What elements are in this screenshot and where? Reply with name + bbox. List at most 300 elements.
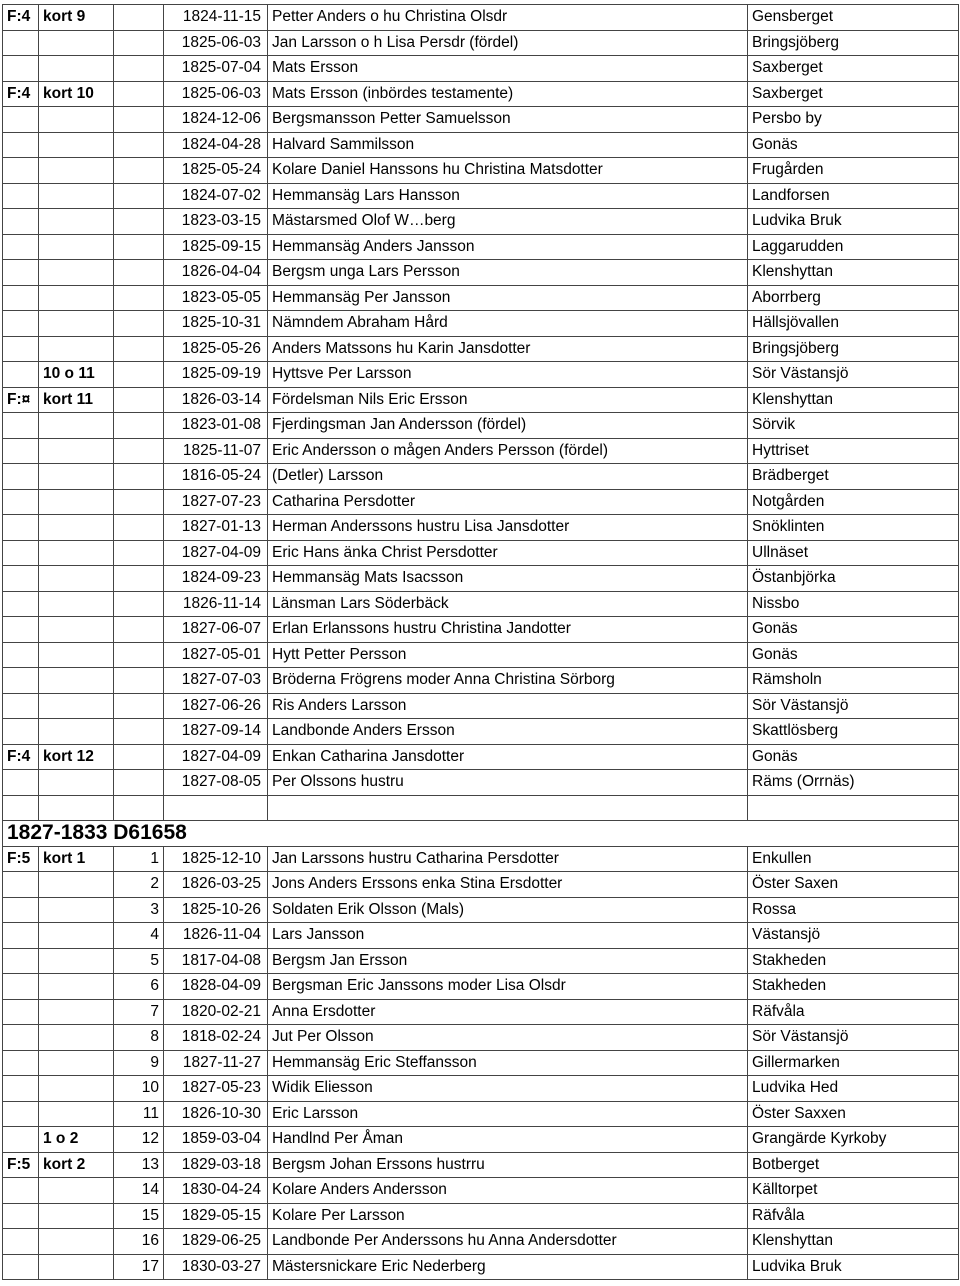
table-row bbox=[3, 107, 959, 133]
name-cell: Per Olssons hustru bbox=[268, 770, 748, 796]
name-cell: Jan Larsson o h Lisa Persdr (fördel) bbox=[268, 30, 748, 56]
table-row bbox=[3, 642, 959, 668]
date-cell: 1827-04-09 bbox=[164, 540, 268, 566]
place-cell: Gonäs bbox=[748, 132, 959, 158]
table-row bbox=[3, 744, 959, 770]
table-row bbox=[3, 566, 959, 592]
volume-cell bbox=[3, 642, 39, 668]
place-cell: Sör Västansjö bbox=[748, 362, 959, 388]
place-cell: Räms (Orrnäs) bbox=[748, 770, 959, 796]
card-cell bbox=[39, 770, 114, 796]
volume-cell bbox=[3, 438, 39, 464]
name-cell: Catharina Persdotter bbox=[268, 489, 748, 515]
number-cell: 12 bbox=[114, 1127, 164, 1153]
volume-cell bbox=[3, 183, 39, 209]
table-row bbox=[3, 591, 959, 617]
card-cell bbox=[39, 591, 114, 617]
name-cell: Eric Andersson o mågen Anders Persson (fördel) bbox=[268, 438, 748, 464]
place-cell: Klenshyttan bbox=[748, 387, 959, 413]
date-cell: 1820-02-21 bbox=[164, 999, 268, 1025]
name-cell: Lars Jansson bbox=[268, 923, 748, 949]
card-cell bbox=[39, 923, 114, 949]
name-cell: Ris Anders Larsson bbox=[268, 693, 748, 719]
place-cell: Räfvåla bbox=[748, 1203, 959, 1229]
volume-cell bbox=[3, 30, 39, 56]
name-cell: Eric Hans änka Christ Persdotter bbox=[268, 540, 748, 566]
volume-cell bbox=[3, 311, 39, 337]
volume-cell bbox=[3, 209, 39, 235]
name-cell: Kolare Anders Andersson bbox=[268, 1178, 748, 1204]
place-cell: Klenshyttan bbox=[748, 1229, 959, 1255]
number-cell bbox=[114, 770, 164, 796]
place-cell: Sör Västansjö bbox=[748, 693, 959, 719]
date-cell: 1826-03-25 bbox=[164, 872, 268, 898]
table-row bbox=[3, 158, 959, 184]
card-cell bbox=[39, 1254, 114, 1280]
volume-cell bbox=[3, 540, 39, 566]
date-cell: 1824-07-02 bbox=[164, 183, 268, 209]
name-cell: Fördelsman Nils Eric Ersson bbox=[268, 387, 748, 413]
date-cell: 1825-05-26 bbox=[164, 336, 268, 362]
card-cell: kort 2 bbox=[39, 1152, 114, 1178]
table-row bbox=[3, 1076, 959, 1102]
volume-cell bbox=[3, 1050, 39, 1076]
table-row bbox=[3, 872, 959, 898]
card-cell bbox=[39, 260, 114, 286]
card-cell: kort 12 bbox=[39, 744, 114, 770]
section-heading-block bbox=[3, 821, 959, 847]
table-row bbox=[3, 770, 959, 796]
date-cell: 1830-03-27 bbox=[164, 1254, 268, 1280]
records-block-1 bbox=[3, 5, 959, 821]
card-cell bbox=[39, 438, 114, 464]
card-cell bbox=[39, 1203, 114, 1229]
name-cell: Hemmansäg Anders Jansson bbox=[268, 234, 748, 260]
volume-cell bbox=[3, 897, 39, 923]
name-cell: Hyttsve Per Larsson bbox=[268, 362, 748, 388]
place-cell: Sörvik bbox=[748, 413, 959, 439]
number-cell bbox=[114, 107, 164, 133]
card-cell bbox=[39, 285, 114, 311]
card-cell bbox=[39, 948, 114, 974]
date-cell: 1829-06-25 bbox=[164, 1229, 268, 1255]
number-cell bbox=[114, 234, 164, 260]
volume-cell bbox=[3, 693, 39, 719]
place-cell: Laggarudden bbox=[748, 234, 959, 260]
card-cell bbox=[39, 668, 114, 694]
name-cell: (Detler) Larsson bbox=[268, 464, 748, 490]
date-cell: 1827-05-23 bbox=[164, 1076, 268, 1102]
volume-cell bbox=[3, 464, 39, 490]
number-cell bbox=[114, 566, 164, 592]
date-cell: 1825-09-15 bbox=[164, 234, 268, 260]
name-cell: Bergsmansson Petter Samuelsson bbox=[268, 107, 748, 133]
table-row bbox=[3, 617, 959, 643]
table-row bbox=[3, 1178, 959, 1204]
name-cell: Hemmansäg Mats Isacsson bbox=[268, 566, 748, 592]
table-row bbox=[3, 1101, 959, 1127]
volume-cell: F:5 bbox=[3, 846, 39, 872]
number-cell bbox=[114, 489, 164, 515]
number-cell: 2 bbox=[114, 872, 164, 898]
table-row bbox=[3, 846, 959, 872]
number-cell bbox=[114, 744, 164, 770]
volume-cell bbox=[3, 132, 39, 158]
volume-cell bbox=[3, 1203, 39, 1229]
number-cell bbox=[114, 260, 164, 286]
place-cell: Rämsholn bbox=[748, 668, 959, 694]
name-cell: Herman Anderssons hustru Lisa Jansdotter bbox=[268, 515, 748, 541]
name-cell: Petter Anders o hu Christina Olsdr bbox=[268, 5, 748, 31]
place-cell: Källtorpet bbox=[748, 1178, 959, 1204]
volume-cell bbox=[3, 260, 39, 286]
place-cell: Notgården bbox=[748, 489, 959, 515]
table-row bbox=[3, 183, 959, 209]
table-row bbox=[3, 285, 959, 311]
date-cell: 1827-07-03 bbox=[164, 668, 268, 694]
number-cell: 8 bbox=[114, 1025, 164, 1051]
name-cell: Hemmansäg Lars Hansson bbox=[268, 183, 748, 209]
volume-cell bbox=[3, 1127, 39, 1153]
name-cell: Kolare Daniel Hanssons hu Christina Matsdotter bbox=[268, 158, 748, 184]
table-row bbox=[3, 132, 959, 158]
place-cell: Saxberget bbox=[748, 81, 959, 107]
table-row bbox=[3, 413, 959, 439]
card-cell bbox=[39, 540, 114, 566]
place-cell: Gonäs bbox=[748, 642, 959, 668]
date-cell: 1825-07-04 bbox=[164, 56, 268, 82]
volume-cell bbox=[3, 795, 39, 821]
place-cell: Bringsjöberg bbox=[748, 30, 959, 56]
place-cell: Västansjö bbox=[748, 923, 959, 949]
table-row bbox=[3, 515, 959, 541]
date-cell: 1827-01-13 bbox=[164, 515, 268, 541]
card-cell bbox=[39, 183, 114, 209]
table-row bbox=[3, 999, 959, 1025]
section-heading: 1827-1833 D61658 bbox=[3, 821, 959, 847]
number-cell bbox=[114, 209, 164, 235]
card-cell: kort 1 bbox=[39, 846, 114, 872]
card-cell bbox=[39, 795, 114, 821]
date-cell: 1825-06-03 bbox=[164, 30, 268, 56]
date-cell: 1827-11-27 bbox=[164, 1050, 268, 1076]
number-cell bbox=[114, 719, 164, 745]
table-row bbox=[3, 362, 959, 388]
name-cell: Fjerdingsman Jan Andersson (fördel) bbox=[268, 413, 748, 439]
card-cell bbox=[39, 1025, 114, 1051]
place-cell: Brädberget bbox=[748, 464, 959, 490]
name-cell: Bergsm Jan Ersson bbox=[268, 948, 748, 974]
number-cell bbox=[114, 5, 164, 31]
volume-cell bbox=[3, 234, 39, 260]
table-row bbox=[3, 1127, 959, 1153]
number-cell bbox=[114, 642, 164, 668]
volume-cell bbox=[3, 1178, 39, 1204]
table-row bbox=[3, 948, 959, 974]
volume-cell bbox=[3, 56, 39, 82]
date-cell: 1826-03-14 bbox=[164, 387, 268, 413]
volume-cell bbox=[3, 617, 39, 643]
name-cell: Jut Per Olsson bbox=[268, 1025, 748, 1051]
card-cell bbox=[39, 1229, 114, 1255]
place-cell: Gonäs bbox=[748, 744, 959, 770]
records-block-2 bbox=[3, 846, 959, 1280]
table-row bbox=[3, 1152, 959, 1178]
number-cell: 7 bbox=[114, 999, 164, 1025]
number-cell: 1 bbox=[114, 846, 164, 872]
table-row bbox=[3, 1025, 959, 1051]
card-cell bbox=[39, 158, 114, 184]
number-cell bbox=[114, 591, 164, 617]
volume-cell bbox=[3, 668, 39, 694]
place-cell: Landforsen bbox=[748, 183, 959, 209]
place-cell: Botberget bbox=[748, 1152, 959, 1178]
name-cell: Soldaten Erik Olsson (Mals) bbox=[268, 897, 748, 923]
card-cell bbox=[39, 974, 114, 1000]
table-row bbox=[3, 56, 959, 82]
number-cell bbox=[114, 387, 164, 413]
name-cell: Landbonde Anders Ersson bbox=[268, 719, 748, 745]
table-row bbox=[3, 540, 959, 566]
name-cell: Anders Matssons hu Karin Jansdotter bbox=[268, 336, 748, 362]
date-cell: 1827-06-07 bbox=[164, 617, 268, 643]
name-cell: Länsman Lars Söderbäck bbox=[268, 591, 748, 617]
table-row bbox=[3, 234, 959, 260]
name-cell: Hemmansäg Per Jansson bbox=[268, 285, 748, 311]
card-cell bbox=[39, 234, 114, 260]
name-cell: Erlan Erlanssons hustru Christina Jandotter bbox=[268, 617, 748, 643]
volume-cell bbox=[3, 413, 39, 439]
card-cell bbox=[39, 872, 114, 898]
table-row bbox=[3, 260, 959, 286]
number-cell bbox=[114, 693, 164, 719]
number-cell bbox=[114, 30, 164, 56]
date-cell: 1823-05-05 bbox=[164, 285, 268, 311]
card-cell bbox=[39, 897, 114, 923]
table-row bbox=[3, 489, 959, 515]
date-cell: 1823-03-15 bbox=[164, 209, 268, 235]
number-cell bbox=[114, 540, 164, 566]
place-cell: Hällsjövallen bbox=[748, 311, 959, 337]
place-cell: Räfvåla bbox=[748, 999, 959, 1025]
number-cell bbox=[114, 795, 164, 821]
card-cell bbox=[39, 311, 114, 337]
place-cell: Gonäs bbox=[748, 617, 959, 643]
table-row bbox=[3, 1254, 959, 1280]
place-cell: Gensberget bbox=[748, 5, 959, 31]
number-cell bbox=[114, 413, 164, 439]
volume-cell: F:4 bbox=[3, 81, 39, 107]
name-cell bbox=[268, 795, 748, 821]
number-cell bbox=[114, 336, 164, 362]
name-cell: Jan Larssons hustru Catharina Persdotter bbox=[268, 846, 748, 872]
volume-cell bbox=[3, 872, 39, 898]
card-cell: 10 o 11 bbox=[39, 362, 114, 388]
name-cell: Eric Larsson bbox=[268, 1101, 748, 1127]
name-cell: Landbonde Per Anderssons hu Anna Andersdotter bbox=[268, 1229, 748, 1255]
volume-cell bbox=[3, 336, 39, 362]
place-cell: Frugården bbox=[748, 158, 959, 184]
number-cell bbox=[114, 668, 164, 694]
date-cell: 1825-09-19 bbox=[164, 362, 268, 388]
table-row bbox=[3, 719, 959, 745]
estate-records-table bbox=[2, 4, 959, 1280]
name-cell: Mats Ersson bbox=[268, 56, 748, 82]
date-cell: 1824-09-23 bbox=[164, 566, 268, 592]
card-cell bbox=[39, 719, 114, 745]
place-cell: Stakheden bbox=[748, 974, 959, 1000]
date-cell: 1824-04-28 bbox=[164, 132, 268, 158]
place-cell: Sör Västansjö bbox=[748, 1025, 959, 1051]
name-cell: Hytt Petter Persson bbox=[268, 642, 748, 668]
card-cell bbox=[39, 642, 114, 668]
place-cell: Gillermarken bbox=[748, 1050, 959, 1076]
volume-cell bbox=[3, 770, 39, 796]
card-cell bbox=[39, 1050, 114, 1076]
date-cell bbox=[164, 795, 268, 821]
date-cell: 1827-08-05 bbox=[164, 770, 268, 796]
date-cell: 1825-05-24 bbox=[164, 158, 268, 184]
table-row bbox=[3, 336, 959, 362]
place-cell: Hyttriset bbox=[748, 438, 959, 464]
number-cell bbox=[114, 362, 164, 388]
place-cell: Skattlösberg bbox=[748, 719, 959, 745]
volume-cell bbox=[3, 107, 39, 133]
volume-cell bbox=[3, 566, 39, 592]
card-cell bbox=[39, 56, 114, 82]
date-cell: 1827-04-09 bbox=[164, 744, 268, 770]
date-cell: 1826-11-04 bbox=[164, 923, 268, 949]
table-row bbox=[3, 438, 959, 464]
volume-cell bbox=[3, 362, 39, 388]
name-cell: Mästarsmed Olof W…berg bbox=[268, 209, 748, 235]
date-cell: 1826-11-14 bbox=[164, 591, 268, 617]
card-cell: kort 9 bbox=[39, 5, 114, 31]
card-cell bbox=[39, 107, 114, 133]
card-cell: kort 11 bbox=[39, 387, 114, 413]
table-row bbox=[3, 795, 959, 821]
table-row bbox=[3, 1050, 959, 1076]
volume-cell bbox=[3, 719, 39, 745]
volume-cell bbox=[3, 1254, 39, 1280]
name-cell: Bergsman Eric Janssons moder Lisa Olsdr bbox=[268, 974, 748, 1000]
number-cell bbox=[114, 311, 164, 337]
number-cell: 17 bbox=[114, 1254, 164, 1280]
card-cell bbox=[39, 413, 114, 439]
table-row bbox=[3, 30, 959, 56]
date-cell: 1816-05-24 bbox=[164, 464, 268, 490]
number-cell bbox=[114, 183, 164, 209]
volume-cell bbox=[3, 489, 39, 515]
date-cell: 1826-10-30 bbox=[164, 1101, 268, 1127]
section-heading-row bbox=[3, 821, 959, 847]
place-cell: Nissbo bbox=[748, 591, 959, 617]
date-cell: 1823-01-08 bbox=[164, 413, 268, 439]
place-cell: Öster Saxxen bbox=[748, 1101, 959, 1127]
volume-cell bbox=[3, 1076, 39, 1102]
card-cell bbox=[39, 30, 114, 56]
date-cell: 1825-06-03 bbox=[164, 81, 268, 107]
date-cell: 1830-04-24 bbox=[164, 1178, 268, 1204]
date-cell: 1829-03-18 bbox=[164, 1152, 268, 1178]
place-cell: Persbo by bbox=[748, 107, 959, 133]
card-cell bbox=[39, 464, 114, 490]
number-cell: 10 bbox=[114, 1076, 164, 1102]
card-cell bbox=[39, 515, 114, 541]
card-cell bbox=[39, 336, 114, 362]
date-cell: 1824-12-06 bbox=[164, 107, 268, 133]
card-cell bbox=[39, 1076, 114, 1102]
card-cell: 1 o 2 bbox=[39, 1127, 114, 1153]
volume-cell bbox=[3, 1025, 39, 1051]
card-cell bbox=[39, 617, 114, 643]
volume-cell: F:5 bbox=[3, 1152, 39, 1178]
name-cell: Mästersnickare Eric Nederberg bbox=[268, 1254, 748, 1280]
number-cell: 16 bbox=[114, 1229, 164, 1255]
date-cell: 1826-04-04 bbox=[164, 260, 268, 286]
number-cell: 9 bbox=[114, 1050, 164, 1076]
volume-cell bbox=[3, 285, 39, 311]
number-cell: 3 bbox=[114, 897, 164, 923]
volume-cell: F:¤ bbox=[3, 387, 39, 413]
place-cell: Saxberget bbox=[748, 56, 959, 82]
number-cell bbox=[114, 56, 164, 82]
number-cell: 13 bbox=[114, 1152, 164, 1178]
date-cell: 1817-04-08 bbox=[164, 948, 268, 974]
volume-cell bbox=[3, 999, 39, 1025]
number-cell: 15 bbox=[114, 1203, 164, 1229]
place-cell: Aborrberg bbox=[748, 285, 959, 311]
volume-cell bbox=[3, 591, 39, 617]
card-cell bbox=[39, 209, 114, 235]
name-cell: Bröderna Frögrens moder Anna Christina Sörborg bbox=[268, 668, 748, 694]
name-cell: Enkan Catharina Jansdotter bbox=[268, 744, 748, 770]
table-row bbox=[3, 1203, 959, 1229]
number-cell: 14 bbox=[114, 1178, 164, 1204]
number-cell bbox=[114, 158, 164, 184]
date-cell: 1829-05-15 bbox=[164, 1203, 268, 1229]
number-cell: 4 bbox=[114, 923, 164, 949]
number-cell bbox=[114, 617, 164, 643]
number-cell bbox=[114, 285, 164, 311]
table-row bbox=[3, 209, 959, 235]
name-cell: Kolare Per Larsson bbox=[268, 1203, 748, 1229]
table-row bbox=[3, 311, 959, 337]
number-cell bbox=[114, 515, 164, 541]
number-cell: 6 bbox=[114, 974, 164, 1000]
place-cell: Rossa bbox=[748, 897, 959, 923]
name-cell: Hemmansäg Eric Steffansson bbox=[268, 1050, 748, 1076]
date-cell: 1827-09-14 bbox=[164, 719, 268, 745]
number-cell: 11 bbox=[114, 1101, 164, 1127]
name-cell: Bergsm Johan Erssons hustrru bbox=[268, 1152, 748, 1178]
place-cell: Enkullen bbox=[748, 846, 959, 872]
number-cell bbox=[114, 81, 164, 107]
table-row bbox=[3, 668, 959, 694]
name-cell: Mats Ersson (inbördes testamente) bbox=[268, 81, 748, 107]
place-cell bbox=[748, 795, 959, 821]
date-cell: 1827-05-01 bbox=[164, 642, 268, 668]
place-cell: Snöklinten bbox=[748, 515, 959, 541]
date-cell: 1828-04-09 bbox=[164, 974, 268, 1000]
date-cell: 1825-12-10 bbox=[164, 846, 268, 872]
number-cell bbox=[114, 132, 164, 158]
place-cell: Öster Saxen bbox=[748, 872, 959, 898]
card-cell bbox=[39, 999, 114, 1025]
table-row bbox=[3, 693, 959, 719]
date-cell: 1825-10-26 bbox=[164, 897, 268, 923]
table-row bbox=[3, 387, 959, 413]
